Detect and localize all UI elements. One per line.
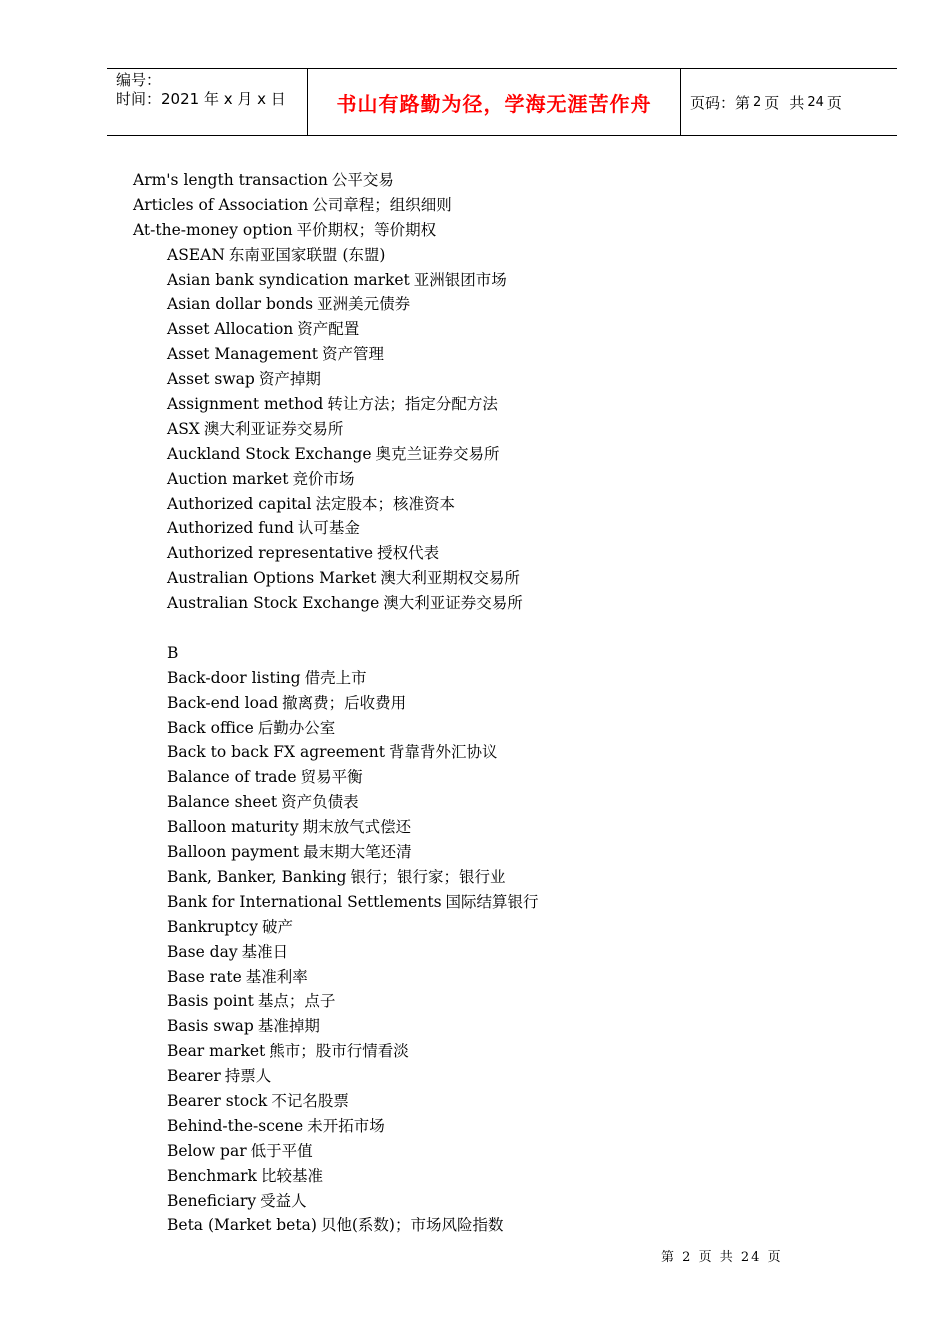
entry-term: Bearer: [167, 1067, 221, 1086]
glossary-entry: [0, 516, 950, 541]
entry-term: Back-door listing: [167, 668, 301, 687]
entry-translation: 认可基金: [297, 519, 360, 538]
entry-translation: 基准利率: [245, 967, 308, 986]
serial-number-label: 编号：: [116, 71, 162, 89]
entry-term: Basis swap: [167, 1017, 254, 1036]
footer-total: 24: [740, 1250, 762, 1265]
entry-term: Articles of Association: [133, 195, 309, 214]
entry-term: Back to back FX agreement: [167, 743, 385, 762]
glossary-entry: [0, 765, 950, 790]
footer-unit: 页: [698, 1250, 714, 1265]
glossary-entry: [0, 740, 950, 765]
glossary-entry: [0, 790, 950, 815]
entry-translation: 授权代表: [377, 544, 440, 563]
entry-term: Beta (Market beta): [167, 1216, 317, 1235]
entry-term: Balance of trade: [167, 768, 297, 787]
entry-term: Asian bank syndication market: [167, 270, 410, 289]
entry-term: Authorized representative: [167, 544, 374, 563]
page-prefix: 页码：第: [690, 93, 751, 112]
glossary-entry: [0, 541, 950, 566]
entry-term: Basis point: [167, 992, 254, 1011]
glossary-entry: [0, 442, 950, 467]
entry-term: Base rate: [167, 967, 242, 986]
glossary-entry: [0, 566, 950, 591]
entry-translation: 澳大利亚证券交易所: [383, 594, 523, 613]
glossary-entry: [0, 865, 950, 890]
entry-translation: 平价期权；等价期权: [296, 220, 437, 239]
glossary-entry: [0, 815, 950, 840]
entry-translation: 澳大利亚期权交易所: [380, 569, 520, 588]
entry-translation: 银行；银行家；银行业: [350, 867, 506, 886]
entry-translation: 公司章程；组织细则: [312, 195, 452, 214]
entry-translation: 不记名股票: [271, 1091, 349, 1110]
entry-term: ASX: [167, 419, 200, 438]
glossary-entry: [0, 268, 950, 293]
glossary-entry: [0, 1164, 950, 1189]
entry-translation: 亚洲银团市场: [413, 270, 507, 289]
entry-term: Beneficiary: [167, 1191, 257, 1210]
header-motto-cell: [308, 69, 681, 135]
entry-translation: 期末放气式偿还: [302, 818, 412, 837]
entry-term: Arm's length transaction: [133, 171, 328, 189]
entry-term: Auckland Stock Exchange: [167, 444, 372, 463]
glossary-entry: [0, 1189, 950, 1214]
footer-total-unit: 页: [767, 1250, 783, 1265]
footer-total-prefix: 共: [719, 1250, 735, 1265]
glossary-list: [0, 168, 950, 1238]
glossary-entry: [0, 641, 950, 666]
entry-translation: 资产配置: [297, 320, 360, 339]
glossary-entry: [0, 467, 950, 492]
entry-term: Benchmark: [167, 1166, 257, 1185]
page-current: 2: [753, 94, 762, 110]
entry-term: Authorized capital: [167, 494, 312, 513]
page-header: [107, 68, 897, 136]
entry-translation: 资产掉期: [258, 370, 321, 389]
glossary-entry: [0, 292, 950, 317]
glossary-entry: [0, 616, 950, 641]
entry-term: B: [167, 643, 179, 662]
entry-translation: 受益人: [260, 1191, 307, 1210]
entry-term: Bankruptcy: [167, 917, 258, 936]
entry-term: Australian Options Market: [167, 569, 377, 588]
entry-translation: 基准掉期: [257, 1017, 320, 1036]
entry-term: Auction market: [167, 469, 289, 488]
entry-translation: 后勤办公室: [257, 718, 336, 737]
entry-translation: 法定股本；核准资本: [315, 494, 456, 513]
glossary-entry: [0, 1039, 950, 1064]
entry-term: Base day: [167, 942, 238, 961]
entry-translation: 资产负债表: [281, 793, 359, 812]
glossary-entry: [0, 218, 950, 243]
entry-term: Bearer stock: [167, 1091, 268, 1110]
entry-term: Behind-the-scene: [167, 1116, 304, 1135]
glossary-entry: [0, 1014, 950, 1039]
entry-translation: 澳大利亚证券交易所: [203, 419, 344, 438]
entry-translation: 最末期大笔还清: [303, 843, 412, 862]
entry-term: Below par: [167, 1141, 247, 1160]
glossary-entry: [0, 417, 950, 442]
entry-term: Assignment method: [167, 395, 324, 414]
entry-term: Asian dollar bonds: [167, 295, 314, 314]
entry-translation: 背靠背外汇协议: [389, 743, 498, 762]
entry-term: Balloon maturity: [167, 818, 299, 837]
entry-translation: 比较基准: [260, 1166, 323, 1185]
glossary-entry: [0, 243, 950, 268]
entry-term: Authorized fund: [167, 519, 294, 538]
entry-translation: 贝他(系数)；市场风险指数: [320, 1216, 504, 1235]
glossary-entry: [0, 342, 950, 367]
entry-translation: 贸易平衡: [300, 768, 363, 787]
page-total-prefix: 共: [789, 93, 805, 112]
date-label: 时间：2021 年 x 月 x 日: [116, 90, 286, 108]
glossary-entry: [0, 392, 950, 417]
glossary-entry: [0, 1139, 950, 1164]
entry-translation: 奥克兰证券交易所: [375, 444, 500, 463]
glossary-entry: [0, 989, 950, 1014]
entry-translation: 竞价市场: [292, 469, 355, 488]
entry-term: Asset Management: [167, 345, 318, 364]
entry-translation: 资产管理: [321, 345, 384, 364]
glossary-entry: [0, 1089, 950, 1114]
header-meta-cell: [107, 69, 308, 135]
footer-prefix: 第: [661, 1250, 677, 1265]
entry-term: Bank, Banker, Banking: [167, 867, 347, 886]
glossary-entry: [0, 193, 950, 218]
entry-translation: 低于平值: [250, 1141, 313, 1160]
entry-term: Bear market: [167, 1042, 266, 1061]
entry-translation: 转让方法；指定分配方法: [327, 395, 498, 414]
entry-translation: 熊市；股市行情看淡: [269, 1042, 409, 1061]
entry-translation: 持票人: [224, 1067, 272, 1086]
glossary-entry: [0, 1213, 950, 1238]
entry-translation: 公平交易: [331, 171, 394, 189]
glossary-entry: [0, 367, 950, 392]
glossary-entry: [0, 666, 950, 691]
glossary-entry: [0, 492, 950, 517]
glossary-entry: [0, 940, 950, 965]
entry-term: Asset Allocation: [167, 320, 294, 339]
glossary-entry: [0, 716, 950, 741]
entry-translation: 撤离费；后收费用: [282, 693, 407, 712]
entry-term: Asset swap: [167, 370, 255, 389]
entry-translation: 借壳上市: [304, 668, 367, 687]
glossary-entry: [0, 1114, 950, 1139]
glossary-entry: [0, 965, 950, 990]
entry-term: Balance sheet: [167, 793, 278, 812]
entry-term: ASEAN: [167, 245, 225, 264]
entry-term: Australian Stock Exchange: [167, 594, 380, 613]
entry-term: Balloon payment: [167, 843, 300, 862]
entry-translation: 未开拓市场: [307, 1116, 385, 1135]
entry-term: At-the-money option: [133, 220, 293, 239]
glossary-entry: [0, 591, 950, 616]
page-total-unit: 页: [826, 93, 842, 112]
entry-term: Bank for International Settlements: [167, 892, 442, 911]
page-total: 24: [807, 94, 824, 110]
glossary-entry: [0, 168, 950, 193]
glossary-entry: [0, 1064, 950, 1089]
entry-translation: 基准日: [241, 942, 289, 961]
motto-text: 书山有路勤为径，学海无涯苦作舟: [336, 91, 652, 116]
entry-term: Back-end load: [167, 693, 279, 712]
entry-term: Back office: [167, 718, 254, 737]
glossary-entry: [0, 915, 950, 940]
page-unit: 页: [764, 93, 780, 112]
glossary-entry: [0, 890, 950, 915]
glossary-entry: [0, 317, 950, 342]
header-page-cell: [681, 69, 897, 135]
footer-current: 2: [682, 1250, 693, 1265]
glossary-entry: [0, 691, 950, 716]
entry-translation: 破产: [262, 917, 294, 936]
page-footer: [661, 1246, 783, 1265]
entry-translation: 基点；点子: [257, 992, 336, 1011]
entry-translation: 亚洲美元债券: [317, 295, 411, 314]
glossary-entry: [0, 840, 950, 865]
entry-translation: 国际结算银行: [445, 892, 539, 911]
entry-translation: 东南亚国家联盟 (东盟): [228, 245, 386, 264]
